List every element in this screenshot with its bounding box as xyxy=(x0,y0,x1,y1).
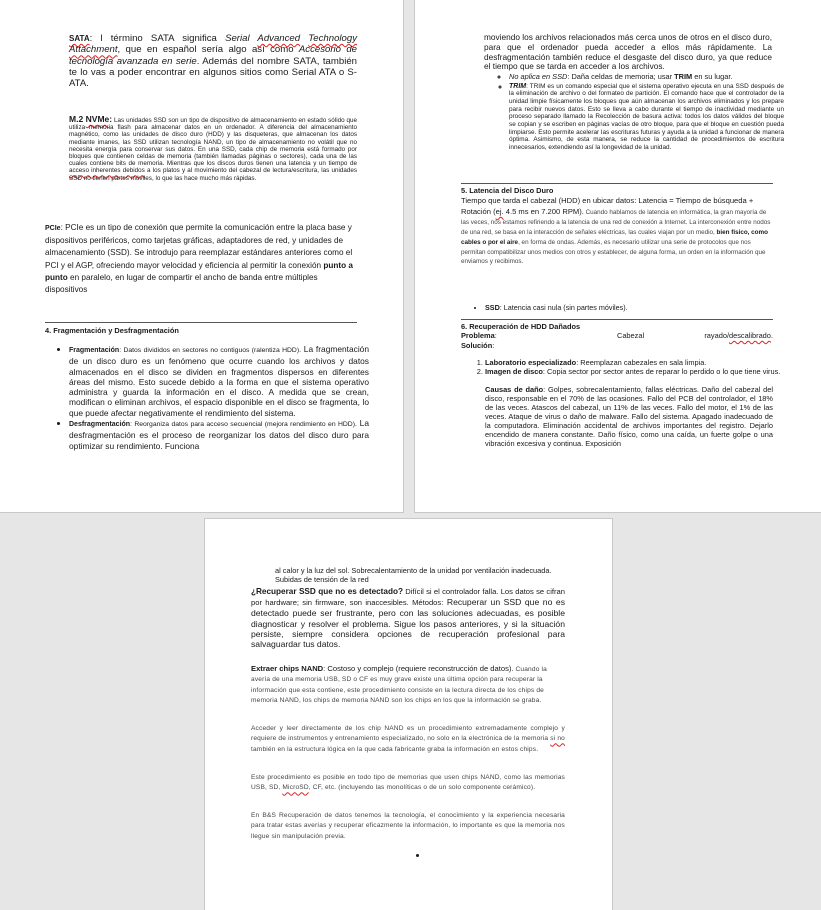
section-5-heading: 5. Latencia del Disco Duro xyxy=(461,186,554,195)
list-item: • Fragmentación: Datos divididos en sectores no contiguos (ralentiza HDD). La fragmentación de un disco duro es un fenómeno que ocurre cuando los archivos y datos almacenados en el disco se dividen en fragmentos dispersos en diferentes áreas del mismo. Esto sucede debido a la forma en que el sistema operativo administra y guarda la información en el disco. A medida que se crean, modifican o eliminan archivos, el espacio disponible en el disco se fragmenta, lo que puede afectar negativamente el rendimiento del sistema. xyxy=(69,344,369,418)
document-page-3 xyxy=(205,519,612,910)
sata-paragraph: SATA: l término SATA significa Serial Advanced Technology Attachment, que en español sería algo así como Accesorio de tecnología avanzada en serie. Además del nombre SATA, también te lo vas a poder encontrar en algunos sitios como Serial ATA o S-ATA. xyxy=(69,33,358,90)
problema-line: Problema: Cabezal rayado/descalibrado. xyxy=(461,331,773,340)
list-item: ◦ No aplica en SSD: Daña celdas de memoria; usar TRIM en su lugar. xyxy=(509,73,784,81)
ssd-latency-list xyxy=(473,303,628,312)
list-item: 1. Laboratorio especializado: Reemplazan cabezales en sala limpia. xyxy=(485,359,785,368)
document-page-1 xyxy=(0,0,403,512)
pcie-label: PCIe xyxy=(45,225,61,232)
latency-paragraph: Tiempo que tarda el cabezal (HDD) en ubicar datos: Latencia = Tiempo de búsqueda + Rotación (ej. 4.5 ms en 7.200 RPM). Cuando hablamos de latencia en informática, la gran mayoría de las veces, nos estamos refiriendo a la latencia de una red de conexión a Internet. La interconexión entre nodos de una red, se basa en la interacción de señales eléctricas, las cuales viajan por un medio, bien físico, como cables o por el aire, en forma de ondas. Además, es necesario utilizar una serie de protocolos que nos permitan compatibilizar unos medios con otros y establecer, de alguna forma, un orden en la información que enviamos y recibimos. xyxy=(461,196,771,266)
list-item: 2. Imagen de disco: Copia sector por sector antes de reparar lo perdido o lo que tiene virus. xyxy=(485,368,785,377)
m2-nvme-paragraph: M.2 NVMe: Las unidades SSD son un tipo de dispositivo de almacenamiento en estado sólido que utiliza memoria flash para almacenar datos en un ordenador. A diferencia del almacenamiento magnético, como las unidades de disco duro (HDD) y las disqueteras, que almacenan los datos mediante imanes, las SSD utilizan tecnología NAND, un tipo de almacenamiento no volátil que no necesita energía para conservar sus datos. En una SSD, cada chip de memoria está formado por bloques que contienen celdas de memoria (también llamadas páginas o sectores), cada una de las cuales contiene bits de memoria. Mientras que los discos duros tienen una latencia y un tiempo de acceso inherentes debidos a los platos y al movimiento del cabezal de lectura/escritura, las unidades SSD no tienen partes móviles, lo que las hace mucho más rápidas. xyxy=(69,114,358,182)
causas-continued: al calor y la luz del sol. Sobrecalentamiento de la unidad por ventilación inadecuada. Subidas de tensión de la red xyxy=(275,566,552,584)
section-divider xyxy=(45,322,357,323)
nand-paragraph: Extraer chips NAND: Costoso y complejo (requiere reconstrucción de datos). Cuando la avería de una memoria USB, SD o CF es muy grave existe una última opción para recuperar la información que esta contiene, este procedimiento consiste en la lectura directa de los chips de memoria NAND, los chips de memoria NAND son los chips en los que la información se graba. xyxy=(251,664,547,705)
list-item: • SSD: Latencia casi nula (sin partes móviles). xyxy=(485,303,628,312)
sata-label: SATA xyxy=(69,34,90,43)
recovery-steps-list xyxy=(473,359,785,376)
defrag-continued-paragraph: moviendo los archivos relacionados más cerca unos de otros en el disco duro, para que el ordenador pueda acceder a ellos más rápidamente. La desfragmentación también reduce el desgaste del disco duro, ya que reduce el tiempo que se tarda en acceder a los archivos. xyxy=(484,32,772,72)
section-divider xyxy=(461,319,773,320)
fragmentation-list xyxy=(57,344,369,451)
section-4-heading: 4. Fragmentación y Desfragmentación xyxy=(45,326,179,335)
nand-access-paragraph: Acceder y leer directamente de los chip NAND es un procedimiento extremadamente complejo y requiere de instrumentos y entrenamiento especializado, no solo en la electrónica de la memoria si no también en la estructura lógica en la que cada fabricante graba la información en estos chips. xyxy=(251,725,565,753)
list-item: ◦ TRIM: TRIM es un comando especial que el sistema operativo ejecuta en una SSD después de la eliminación de archivo o del formateo de partición. El comando hace que el controlador de la unidad limpie físicamente los bloques que aún almacenan los archivos eliminados y los prepare para recibir nuevos datos. Esto se lleva a cabo durante el tiempo de inactividad mediante un proceso separado llamado la Recolección de basura activa: todos los datos válidos del bloque se copian y se escriben en páginas vacías de otro bloque, para que el bloque en cuestión pueda limpiarse. Esto permite acelerar las escrituras futuras y ayuda a la unidad a funcionar de manera óptima. Asimismo, de esta manera, se reduce la cantidad de procedimientos de escritura innecesarios, extendiendo así la longevidad de la unidad. xyxy=(509,83,784,152)
bs-recovery-paragraph: En B&S Recuperación de datos tenemos la tecnología, el conocimiento y la experiencia necesaria para tratar estas averías y recuperar eficazmente la información, lo importante es que la memoria nos llegue sin manipulación previa. xyxy=(251,812,565,840)
causas-paragraph: Causas de daño: Golpes, sobrecalentamiento, fallas eléctricas. Daño del cabezal del disco, responsable en el 70% de las ocasiones. Fallo del PCB del controlador, el 18% de las veces. Atascos del cabezal, un 11% de las veces. Fallo del motor, el 1% de las veces. Ataque de virus o daño de malware. Fallo del sistema. Apagado inadecuado de la computadora. Eliminación accidental de archivos importantes del registro. Dejarlo encendido de manera constante. Daño físico, como una caída, un fuerte golpe o una vibración excesiva y continua. Exposición xyxy=(485,385,773,448)
solucion-label: Solución: xyxy=(461,341,495,350)
section-6-heading: 6. Recuperación de HDD Dañados xyxy=(461,322,581,331)
ssd-recovery-paragraph: ¿Recuperar SSD que no es detectado? Difícil si el controlador falla. Los datos se cifran por hardware; sin firmware, son inaccesibles. Métodos: Recuperar un SSD que no es detectado puede ser frustrante, pero con las soluciones adecuadas, es posible diagnosticar y resolver el problema. Sigue los pasos anteriores, y si la situación persiste, siempre considera opciones de recuperación profesional para salvaguardar tus datos. xyxy=(251,587,565,650)
pcie-paragraph: PCIe: PCIe es un tipo de conexión que permite la comunicación entre la placa base y dispositivos periféricos, como tarjetas gráficas, adaptadores de red, y unidades de almacenamiento (SSD). Se introdujo para reemplazar estándares anteriores como el PCI y el AGP, ofreciendo mayor velocidad y eficiencia al permitir la conexión punto a punto en paralelo, en lugar de compartir el ancho de banda entre múltiples dispositivos xyxy=(45,223,353,295)
bullet-marker xyxy=(416,854,419,857)
section-divider xyxy=(461,183,773,184)
list-item: • Desfragmentación: Reorganiza datos para acceso secuencial (mejora rendimiento en HDD). La desfragmentación es el proceso de reorganizar los datos del disco duro para optimizar su rendimiento. Funciona xyxy=(69,418,369,451)
document-page-2 xyxy=(415,0,821,512)
defrag-sublist xyxy=(497,73,784,152)
nand-memory-types-paragraph: Este procedimiento es posible en todo tipo de memorias que usen chips NAND, como las memorias USB, SD, MicroSD, CF, etc. (incluyendo las monolíticas o de un solo componente cerámico). xyxy=(251,774,565,792)
m2-nvme-label: M.2 NVMe: xyxy=(69,114,113,124)
